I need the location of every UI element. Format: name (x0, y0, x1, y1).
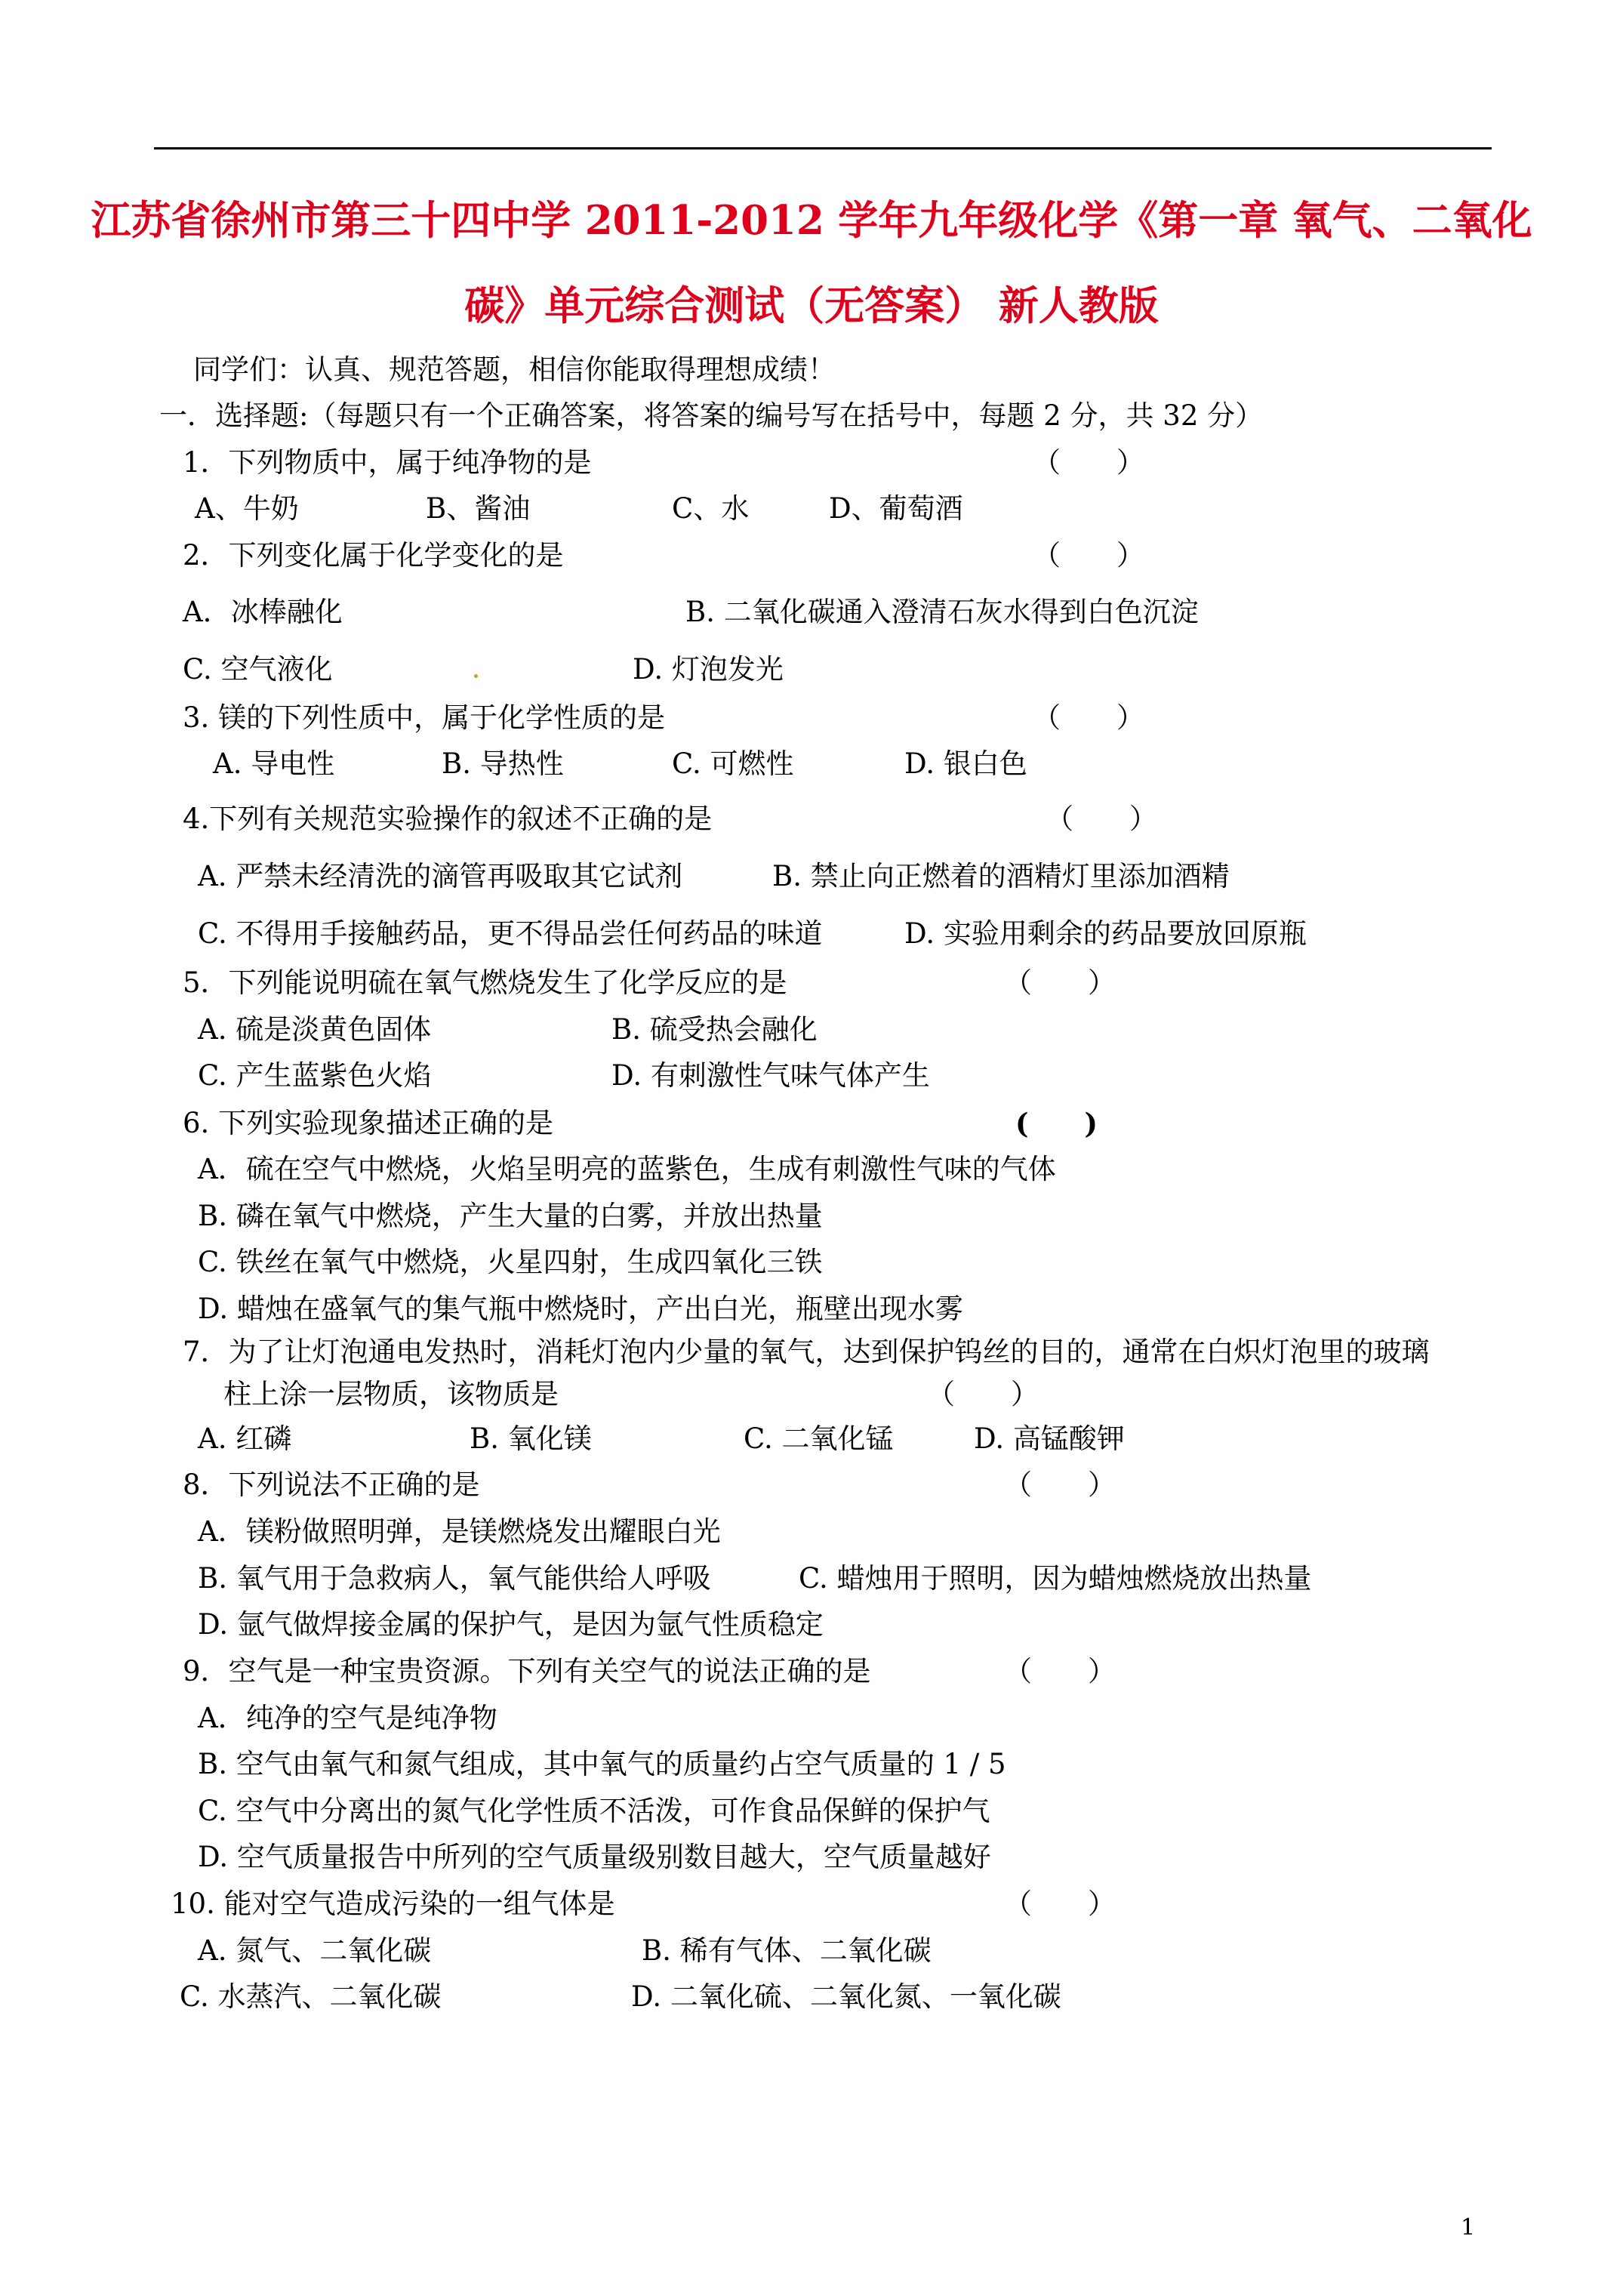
question-8-option-b: B. 氧气用于急救病人，氧气能供给人呼吸 (198, 1562, 711, 1595)
question-1-option-a: A、牛奶 (195, 492, 299, 525)
question-5-option-b: B. 硫受热会融化 (611, 1013, 818, 1046)
question-5-option-c: C. 产生蓝紫色火焰 (198, 1059, 432, 1092)
question-5-option-d: D. 有刺激性气味气体产生 (611, 1059, 930, 1092)
question-7-answer-blank: （ ） (927, 1378, 1039, 1410)
question-7-stem-continued: 柱上涂一层物质，该物质是 (223, 1378, 559, 1410)
question-10-option-b: B. 稀有气体、二氧化碳 (642, 1934, 932, 1967)
question-1-stem: 1．下列物质中，属于纯净物的是 (183, 446, 592, 479)
question-2-answer-blank: （ ） (1033, 539, 1144, 572)
question-2-option-a: A．冰棒融化 (183, 596, 343, 628)
question-4-option-d: D. 实验用剩余的药品要放回原瓶 (904, 917, 1307, 950)
question-10-stem: 10. 能对空气造成污染的一组气体是 (171, 1888, 615, 1920)
question-7-option-c: C. 二氧化锰 (744, 1422, 894, 1455)
question-4-answer-blank: （ ） (1046, 803, 1157, 835)
question-7-option-b: B. 氧化镁 (470, 1422, 592, 1455)
question-10-option-d: D. 二氧化硫、二氧化氮、一氧化碳 (631, 1980, 1061, 2013)
question-7-option-d: D. 高锰酸钾 (974, 1422, 1125, 1455)
question-2-option-b: B. 二氧化碳通入澄清石灰水得到白色沉淀 (685, 596, 1199, 628)
question-9-stem: 9．空气是一种宝贵资源。下列有关空气的说法正确的是 (183, 1655, 871, 1687)
question-4-stem: 4.下列有关规范实验操作的叙述不正确的是 (183, 803, 713, 835)
document-title-line-1: 江苏省徐州市第三十四中学 2011-2012 学年九年级化学《第一章 氧气、二氧化 (91, 197, 1532, 244)
question-1-option-c: C、水 (672, 492, 750, 525)
question-5-answer-blank: （ ） (1004, 966, 1116, 999)
question-10-option-c: C. 水蒸汽、二氧化碳 (180, 1980, 442, 2013)
question-1-option-d: D、葡萄酒 (829, 492, 963, 525)
question-6-stem: 6. 下列实验现象描述正确的是 (183, 1107, 554, 1139)
question-8-option-a: A．镁粉做照明弹，是镁燃烧发出耀眼白光 (198, 1515, 721, 1548)
question-3-option-d: D. 银白色 (904, 747, 1027, 780)
question-7-option-a: A. 红磷 (198, 1422, 292, 1455)
question-6-option-d: D. 蜡烛在盛氧气的集气瓶中燃烧时，产出白光，瓶壁出现水雾 (198, 1293, 963, 1325)
question-3-answer-blank: （ ） (1033, 701, 1144, 734)
document-title-line-2: 碳》单元综合测试（无答案） 新人教版 (464, 282, 1159, 329)
question-3-stem: 3. 镁的下列性质中，属于化学性质的是 (183, 701, 666, 734)
question-3-option-b: B. 导热性 (442, 747, 564, 780)
question-10-answer-blank: （ ） (1004, 1888, 1116, 1920)
question-1-option-b: B、酱油 (426, 492, 531, 525)
header-rule (154, 147, 1492, 149)
question-6-option-b: B. 磷在氧气中燃烧，产生大量的白雾，并放出热量 (198, 1200, 823, 1232)
question-4-option-b: B. 禁止向正燃着的酒精灯里添加酒精 (772, 860, 1230, 892)
question-6-option-c: C. 铁丝在氧气中燃烧，火星四射，生成四氧化三铁 (198, 1246, 823, 1278)
section-heading: 一．选择题:（每题只有一个正确答案，将答案的编号写在括号中，每题 2 分，共 32 分） (159, 399, 1264, 432)
question-2-option-c: C. 空气液化 (183, 653, 333, 686)
question-9-option-a: A．纯净的空气是纯净物 (198, 1702, 497, 1734)
question-8-stem: 8．下列说法不正确的是 (183, 1469, 480, 1501)
question-8-option-c: C. 蜡烛用于照明，因为蜡烛燃烧放出热量 (799, 1562, 1312, 1595)
question-9-option-d: D. 空气质量报告中所列的空气质量级别数目越大，空气质量越好 (198, 1841, 991, 1873)
question-2-option-d: D. 灯泡发光 (633, 653, 784, 686)
question-9-option-b: B. 空气由氧气和氮气组成，其中氧气的质量约占空气质量的 1 / 5 (198, 1748, 1006, 1780)
page-number: 1 (1461, 2214, 1476, 2241)
question-2-stem: 2．下列变化属于化学变化的是 (183, 539, 564, 572)
question-8-answer-blank: （ ） (1004, 1469, 1116, 1501)
question-10-option-a: A. 氮气、二氧化碳 (198, 1934, 432, 1967)
question-4-option-c: C. 不得用手接触药品，更不得品尝任何药品的味道 (198, 917, 823, 950)
stray-dot-mark (474, 674, 478, 678)
intro-text: 同学们：认真、规范答题，相信你能取得理想成绩！ (193, 353, 836, 386)
question-5-stem: 5．下列能说明硫在氧气燃烧发生了化学反应的是 (183, 966, 787, 999)
question-1-answer-blank: （ ） (1033, 446, 1144, 479)
question-6-option-a: A．硫在空气中燃烧，火焰呈明亮的蓝紫色，生成有刺激性气味的气体 (198, 1153, 1056, 1185)
question-6-answer-blank: ( ) (1015, 1107, 1098, 1140)
question-5-option-a: A. 硫是淡黄色固体 (198, 1013, 432, 1046)
question-7-stem: 7．为了让灯泡通电发热时，消耗灯泡内少量的氧气，达到保护钨丝的目的，通常在白炽灯泡里的玻璃 (183, 1336, 1430, 1368)
question-9-option-c: C. 空气中分离出的氮气化学性质不活泼，可作食品保鲜的保护气 (198, 1795, 990, 1827)
question-8-option-d: D. 氩气做焊接金属的保护气，是因为氩气性质稳定 (198, 1608, 824, 1641)
question-3-option-c: C. 可燃性 (672, 747, 794, 780)
question-9-answer-blank: （ ） (1004, 1655, 1116, 1687)
question-4-option-a: A. 严禁未经清洗的滴管再吸取其它试剂 (198, 860, 683, 892)
question-3-option-a: A. 导电性 (213, 747, 335, 780)
